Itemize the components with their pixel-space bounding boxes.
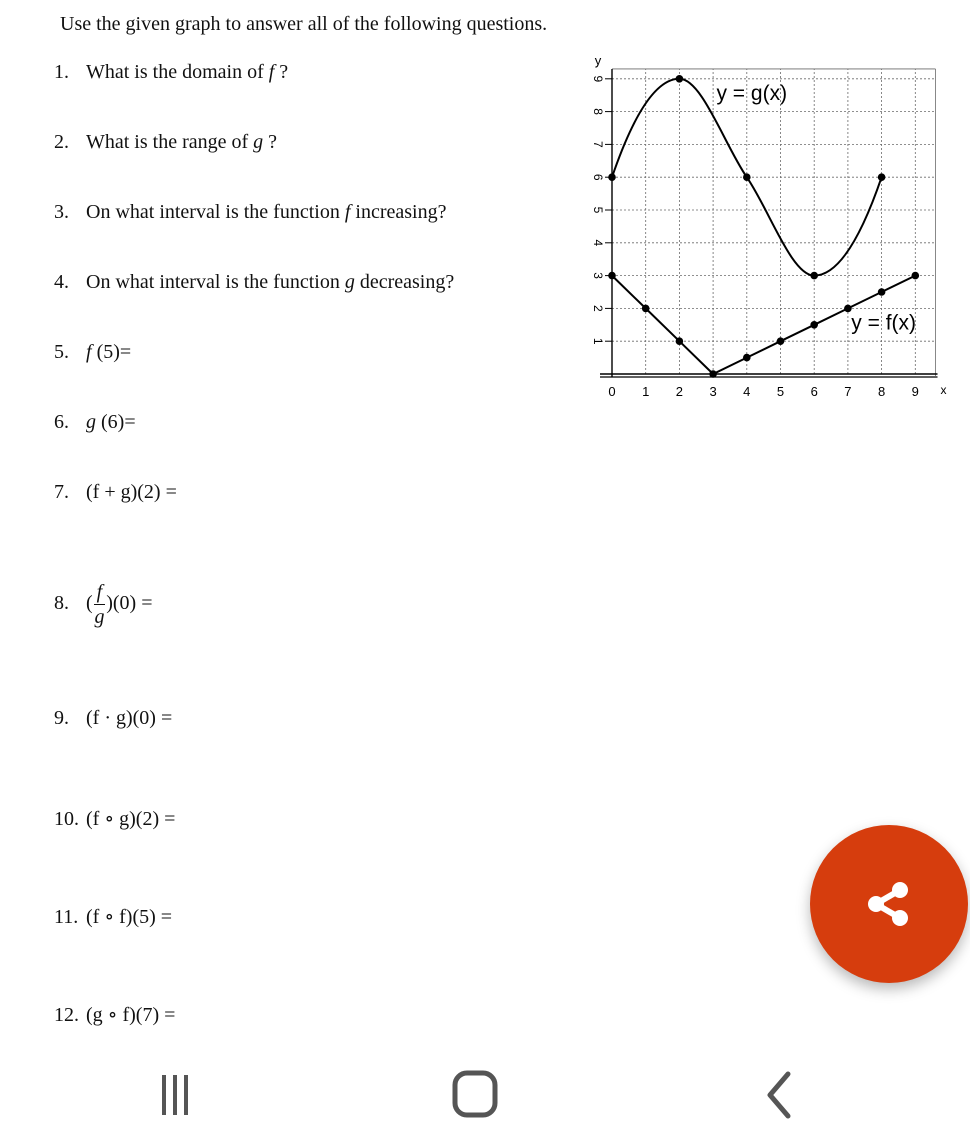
f-point: [676, 337, 684, 345]
x-tick-label: 2: [675, 384, 684, 399]
g-point: [743, 173, 751, 181]
y-axis-label: y: [594, 52, 602, 68]
y-tick-label: 2: [591, 305, 605, 312]
home-button[interactable]: [445, 1070, 505, 1120]
function-graph: [580, 50, 950, 405]
question-number: 10.: [54, 808, 79, 830]
question-8: 8. ( $\frac{f}{g}$ )(0) =: [54, 581, 153, 628]
question-number: 5.: [54, 341, 69, 363]
question-9: [54, 707, 172, 730]
question-number: 3.: [54, 201, 69, 223]
x-tick-label: 8: [877, 384, 886, 399]
y-tick-label: 1: [591, 337, 605, 345]
question-11: [54, 904, 172, 929]
question-3: 3. On what interval is the function f increasing?: [54, 201, 447, 223]
question-number: 8.: [54, 592, 69, 615]
g-point: [676, 75, 684, 83]
back-button[interactable]: [748, 1070, 808, 1120]
f-point: [878, 288, 886, 296]
x-tick-label: 1: [642, 384, 650, 399]
question-4: 4. On what interval is the function g decreasing?: [54, 271, 455, 293]
f-point: [777, 337, 785, 345]
question-2: 2. What is the range of g ?: [54, 131, 278, 153]
question-number: 9.: [54, 707, 69, 729]
x-tick-label: 4: [743, 384, 751, 399]
question-6: 6. g (6)=: [54, 411, 136, 433]
g-label: y = g(x): [716, 82, 788, 106]
question-number: 12.: [54, 1004, 79, 1026]
y-tick-label: 5: [591, 206, 605, 214]
share-icon: [859, 874, 919, 934]
g-point: [810, 272, 818, 280]
question-1: 1. What is the domain of f ?: [54, 61, 289, 83]
instructions-text: Use the given graph to answer all of the following questions.: [60, 13, 548, 35]
y-tick-label: 4: [591, 239, 605, 247]
y-tick-label: 9: [591, 75, 605, 83]
question-12: [54, 1002, 175, 1027]
question-number: 6.: [54, 411, 69, 433]
fraction: $\frac{f}{g}$: [94, 581, 105, 628]
f-point: [912, 272, 920, 280]
question-7: [54, 481, 177, 504]
question-expression: (f ∘ g)(2) =: [86, 808, 176, 830]
x-tick-label: 5: [776, 384, 785, 399]
f-point: [642, 305, 650, 313]
f-point: [743, 354, 751, 362]
f-point: [709, 370, 717, 378]
g-point: [878, 173, 886, 181]
x-tick-label: 6: [810, 384, 818, 399]
y-tick-label: 3: [591, 272, 605, 279]
question-number: 11.: [54, 906, 79, 928]
y-tick-label: 6: [591, 173, 605, 181]
question-expression: (g ∘ f)(7) =: [86, 1004, 176, 1026]
x-tick-label: 9: [911, 384, 919, 399]
f-label: y = f(x): [851, 311, 917, 335]
f-point: [810, 321, 818, 329]
share-button[interactable]: [810, 825, 968, 983]
question-number: 7.: [54, 481, 69, 503]
question-expression: (f · g)(0) =: [86, 707, 173, 729]
recents-button[interactable]: [145, 1070, 205, 1120]
question-number: 4.: [54, 271, 69, 293]
question-expression: (f + g)(2) =: [86, 481, 177, 503]
x-axis-label: x: [940, 383, 947, 397]
x-tick-label: 3: [709, 384, 717, 399]
home-icon: [450, 1070, 500, 1120]
question-number: 2.: [54, 131, 69, 153]
x-tick-label: 0: [608, 384, 616, 399]
g-point: [608, 173, 616, 181]
recents-icon: [153, 1073, 197, 1117]
question-5: 5. f (5)=: [54, 341, 132, 363]
question-number: 1.: [54, 61, 69, 83]
y-tick-label: 7: [591, 141, 605, 148]
back-icon: [756, 1070, 800, 1120]
system-navigation-bar: [0, 1060, 970, 1124]
question-expression: (f ∘ f)(5) =: [86, 906, 173, 928]
f-point: [608, 272, 616, 280]
y-tick-label: 8: [591, 108, 605, 115]
question-10: [54, 806, 175, 831]
x-tick-label: 7: [844, 384, 852, 399]
